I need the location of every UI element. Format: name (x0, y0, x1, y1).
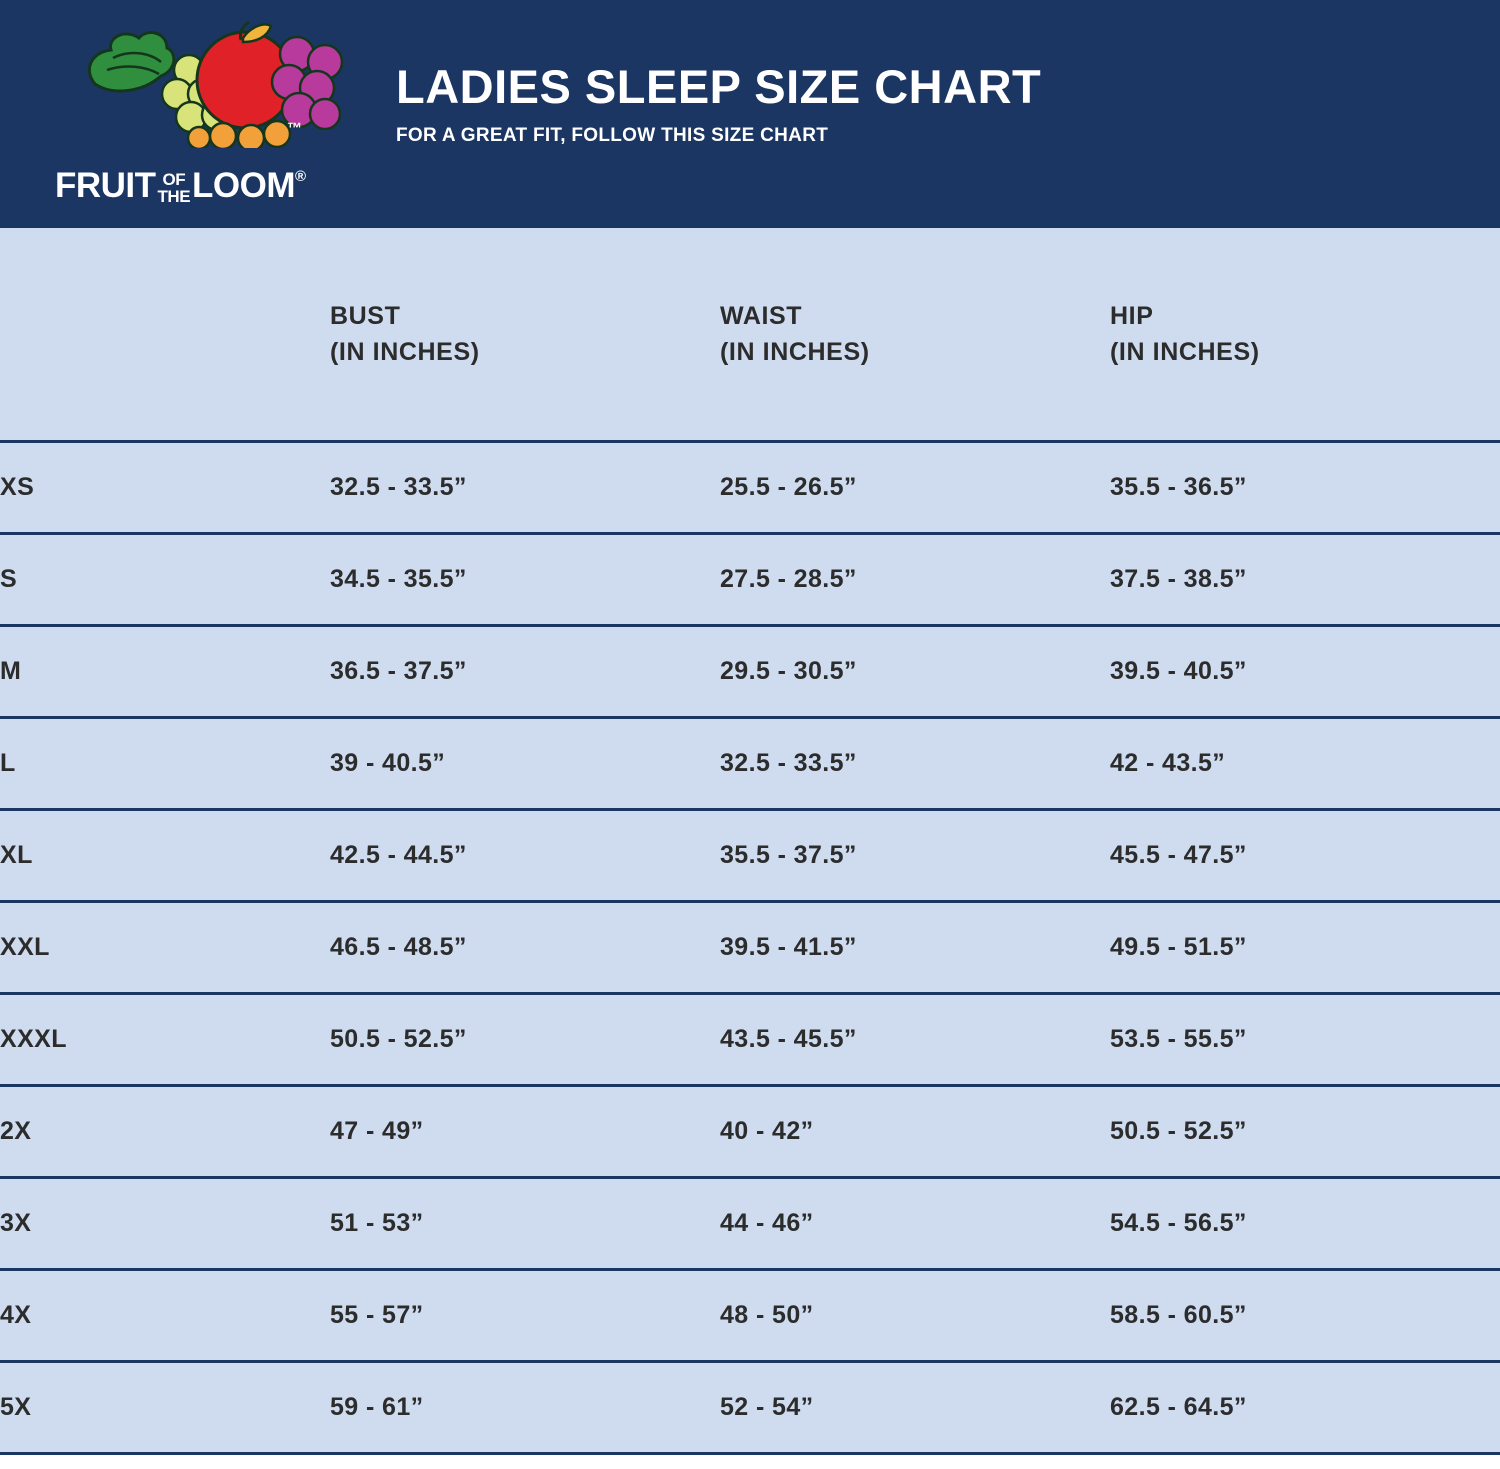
table-row (0, 442, 1500, 534)
brand-of-the-text: OF THE (157, 169, 191, 206)
page-header (0, 0, 1500, 228)
table-header (0, 228, 1500, 442)
row-hip-value: 42 - 43.5” (1110, 718, 1500, 810)
table-row (0, 994, 1500, 1086)
row-waist-value: 35.5 - 37.5” (720, 810, 1110, 902)
size-table (0, 228, 1500, 1455)
row-hip-value: 62.5 - 64.5” (1110, 1362, 1500, 1454)
table-header-row (0, 228, 1500, 442)
brand-loom-text: LOOM (192, 166, 296, 205)
row-hip-value: 37.5 - 38.5” (1110, 534, 1500, 626)
row-bust-value: 55 - 57” (330, 1270, 720, 1362)
row-bust-value: 42.5 - 44.5” (330, 810, 720, 902)
column-header-hip-line1: HIP (1110, 301, 1154, 330)
row-size-label: 5X (0, 1362, 330, 1454)
row-size-label: 3X (0, 1178, 330, 1270)
table-row (0, 1178, 1500, 1270)
table-body (0, 442, 1500, 1454)
row-waist-value: 40 - 42” (720, 1086, 1110, 1178)
brand-wordmark (55, 166, 365, 206)
registered-symbol: ® (295, 168, 306, 185)
row-hip-value: 49.5 - 51.5” (1110, 902, 1500, 994)
row-bust-value: 34.5 - 35.5” (330, 534, 720, 626)
column-header-bust-line2: (IN INCHES) (330, 338, 480, 366)
row-size-label: L (0, 718, 330, 810)
table-row (0, 718, 1500, 810)
row-size-label: XXXL (0, 994, 330, 1086)
row-hip-value: 54.5 - 56.5” (1110, 1178, 1500, 1270)
row-hip-value: 58.5 - 60.5” (1110, 1270, 1500, 1362)
page-subtitle: FOR A GREAT FIT, FOLLOW THIS SIZE CHART (396, 125, 829, 147)
row-bust-value: 59 - 61” (330, 1362, 720, 1454)
trademark-symbol: ™ (287, 120, 302, 137)
footer-spacer (0, 1455, 1500, 1469)
row-hip-value: 50.5 - 52.5” (1110, 1086, 1500, 1178)
row-bust-value: 46.5 - 48.5” (330, 902, 720, 994)
brand-lockup (55, 18, 365, 213)
row-bust-value: 50.5 - 52.5” (330, 994, 720, 1086)
row-hip-value: 39.5 - 40.5” (1110, 626, 1500, 718)
page-title: LADIES SLEEP SIZE CHART (396, 60, 1042, 113)
table-row (0, 902, 1500, 994)
row-waist-value: 27.5 - 28.5” (720, 534, 1110, 626)
row-bust-value: 51 - 53” (330, 1178, 720, 1270)
table-row (0, 626, 1500, 718)
column-header-bust-line1: BUST (330, 301, 401, 330)
row-waist-value: 43.5 - 45.5” (720, 994, 1110, 1086)
row-size-label: 2X (0, 1086, 330, 1178)
row-waist-value: 39.5 - 41.5” (720, 902, 1110, 994)
column-header-bust (330, 228, 720, 442)
row-size-label: XXL (0, 902, 330, 994)
fruit-cluster-logo-icon (73, 18, 343, 148)
row-bust-value: 36.5 - 37.5” (330, 626, 720, 718)
row-waist-value: 52 - 54” (720, 1362, 1110, 1454)
brand-fruit-text: FRUIT (55, 166, 156, 205)
row-size-label: XL (0, 810, 330, 902)
column-header-hip (1110, 228, 1500, 442)
column-header-waist-line2: (IN INCHES) (720, 338, 870, 366)
column-header-waist (720, 228, 1110, 442)
column-header-hip-line2: (IN INCHES) (1110, 338, 1260, 366)
column-header-waist-line1: WAIST (720, 301, 803, 330)
row-hip-value: 35.5 - 36.5” (1110, 442, 1500, 534)
row-waist-value: 48 - 50” (720, 1270, 1110, 1362)
header-text-block (396, 62, 1041, 147)
row-bust-value: 47 - 49” (330, 1086, 720, 1178)
row-hip-value: 45.5 - 47.5” (1110, 810, 1500, 902)
row-bust-value: 39 - 40.5” (330, 718, 720, 810)
table-row (0, 1086, 1500, 1178)
row-hip-value: 53.5 - 55.5” (1110, 994, 1500, 1086)
row-size-label: S (0, 534, 330, 626)
table-row (0, 1362, 1500, 1454)
row-bust-value: 32.5 - 33.5” (330, 442, 720, 534)
row-waist-value: 44 - 46” (720, 1178, 1110, 1270)
row-size-label: M (0, 626, 330, 718)
row-size-label: 4X (0, 1270, 330, 1362)
row-waist-value: 29.5 - 30.5” (720, 626, 1110, 718)
table-row (0, 810, 1500, 902)
column-header-size (0, 228, 330, 442)
table-row (0, 1270, 1500, 1362)
row-waist-value: 25.5 - 26.5” (720, 442, 1110, 534)
size-table-container (0, 228, 1500, 1455)
table-row (0, 534, 1500, 626)
row-size-label: XS (0, 442, 330, 534)
row-waist-value: 32.5 - 33.5” (720, 718, 1110, 810)
